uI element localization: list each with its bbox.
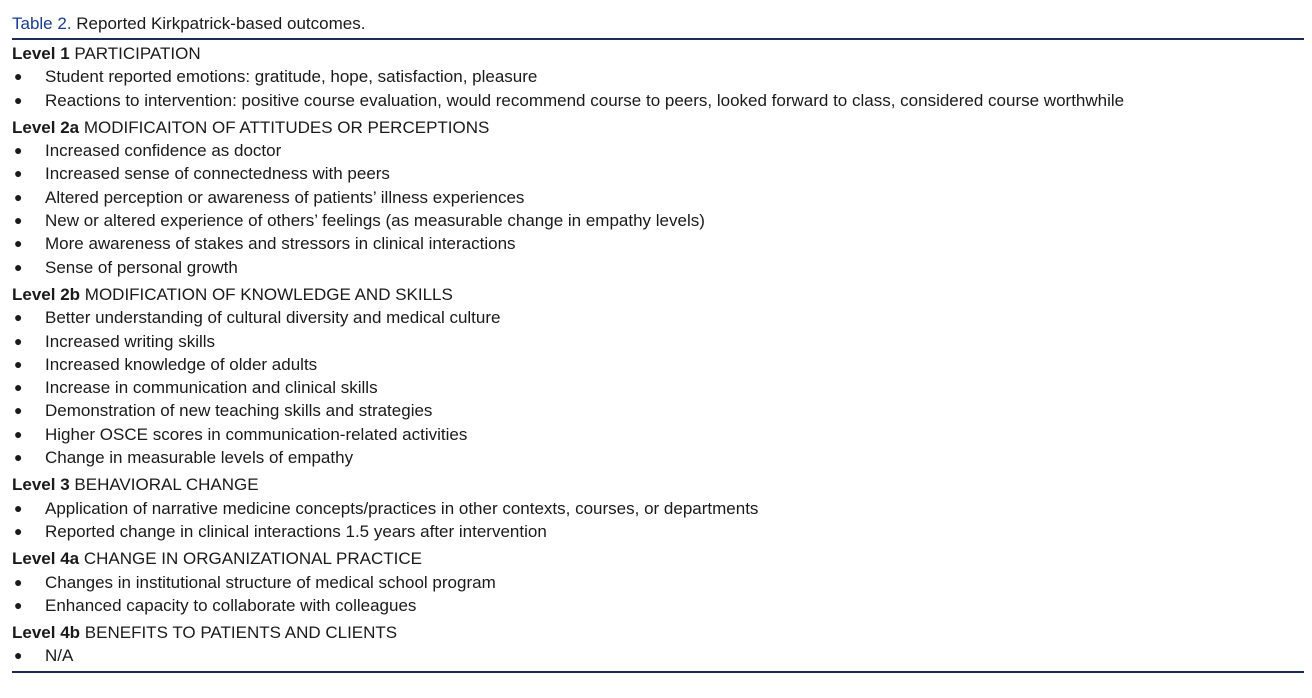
- level-id: Level 2b: [12, 284, 81, 304]
- bullet-icon: ●: [14, 309, 23, 326]
- level-title: MODIFICAITON OF ATTITUDES OR PERCEPTIONS: [83, 117, 490, 137]
- list-item-text: Student reported emotions: gratitude, hope, satisfaction, pleasure: [45, 67, 538, 87]
- level-title: BENEFITS TO PATIENTS AND CLIENTS: [84, 623, 398, 643]
- level-id: Level 4b: [12, 623, 81, 643]
- outcome-list: [12, 497, 1304, 544]
- level-id: Level 2a: [12, 117, 80, 137]
- table-caption: [12, 10, 1304, 38]
- list-item: [12, 520, 1304, 543]
- table-caption-label: Table 2.: [12, 14, 72, 33]
- bullet-icon: ●: [14, 188, 23, 205]
- level-section: [12, 40, 1304, 112]
- outcome-list: [12, 139, 1304, 279]
- bullet-icon: ●: [14, 332, 23, 349]
- level-id: Level 4a: [12, 549, 80, 569]
- bullet-icon: ●: [14, 596, 23, 613]
- list-item-text: Application of narrative medicine concepts/practices in other contexts, courses, or departments: [45, 498, 759, 518]
- list-item-text: Increase in communication and clinical skills: [45, 378, 378, 398]
- level-heading: [12, 279, 1304, 306]
- level-title: BEHAVIORAL CHANGE: [74, 475, 259, 495]
- list-item-text: Reported change in clinical interactions 1.5 years after intervention: [45, 521, 547, 541]
- list-item-text: Reactions to intervention: positive course evaluation, would recommend course to peers, looked forward to class, considered course worthwhile: [45, 90, 1125, 110]
- list-item: [12, 330, 1304, 353]
- level-section: [12, 279, 1304, 469]
- list-item-text: Demonstration of new teaching skills and strategies: [45, 401, 433, 421]
- list-item-text: Sense of personal growth: [45, 257, 238, 277]
- bullet-icon: ●: [14, 402, 23, 419]
- list-item: [12, 399, 1304, 422]
- bullet-icon: ●: [14, 379, 23, 396]
- list-item-text: Higher OSCE scores in communication-related activities: [45, 424, 468, 444]
- level-title: PARTICIPATION: [74, 44, 201, 63]
- list-item: [12, 209, 1304, 232]
- table-caption-text: Reported Kirkpatrick-based outcomes.: [76, 14, 366, 33]
- level-id: Level 3: [12, 475, 70, 495]
- outcome-list: [12, 571, 1304, 618]
- level-heading: [12, 543, 1304, 570]
- level-heading: [12, 112, 1304, 139]
- level-heading: [12, 617, 1304, 644]
- bullet-icon: ●: [14, 235, 23, 252]
- outcome-list: [12, 644, 1304, 667]
- list-item-text: More awareness of stakes and stressors in clinical interactions: [45, 234, 516, 254]
- level-section: [12, 112, 1304, 279]
- list-item-text: Increased sense of connectedness with peers: [45, 164, 390, 184]
- list-item: [12, 423, 1304, 446]
- level-title: MODIFICATION OF KNOWLEDGE AND SKILLS: [84, 284, 453, 304]
- bullet-icon: ●: [14, 499, 23, 516]
- outcome-list: [12, 65, 1304, 112]
- level-title: CHANGE IN ORGANIZATIONAL PRACTICE: [83, 549, 422, 569]
- list-item: [12, 89, 1304, 112]
- list-item: [12, 446, 1304, 469]
- level-id: Level 1: [12, 44, 70, 63]
- list-item: [12, 256, 1304, 279]
- level-heading: [12, 469, 1304, 496]
- list-item-text: Change in measurable levels of empathy: [45, 448, 354, 468]
- list-item-text: Altered perception or awareness of patients’ illness experiences: [45, 187, 525, 207]
- list-item: [12, 594, 1304, 617]
- bullet-icon: ●: [14, 355, 23, 372]
- list-item-text: Increased confidence as doctor: [45, 141, 282, 161]
- bullet-icon: ●: [14, 68, 23, 85]
- bullet-icon: ●: [14, 425, 23, 442]
- table-body: [12, 40, 1304, 668]
- bullet-icon: ●: [14, 165, 23, 182]
- list-item: [12, 306, 1304, 329]
- outcome-list: [12, 306, 1304, 469]
- list-item: [12, 376, 1304, 399]
- list-item-text: Increased knowledge of older adults: [45, 354, 318, 374]
- bullet-icon: ●: [14, 212, 23, 229]
- bullet-icon: ●: [14, 142, 23, 159]
- list-item: [12, 162, 1304, 185]
- list-item: [12, 65, 1304, 88]
- bullet-icon: ●: [14, 647, 23, 664]
- list-item-text: Changes in institutional structure of medical school program: [45, 572, 496, 592]
- list-item: [12, 571, 1304, 594]
- list-item-text: New or altered experience of others’ feelings (as measurable change in empathy levels): [45, 211, 705, 231]
- level-section: [12, 469, 1304, 543]
- list-item: [12, 139, 1304, 162]
- list-item: [12, 186, 1304, 209]
- level-section: [12, 617, 1304, 668]
- list-item: [12, 232, 1304, 255]
- list-item-text: Enhanced capacity to collaborate with colleagues: [45, 595, 417, 615]
- bullet-icon: ●: [14, 258, 23, 275]
- table-bottom-rule: [12, 671, 1304, 673]
- list-item-text: Better understanding of cultural diversity and medical culture: [45, 308, 501, 328]
- level-heading: [12, 40, 1304, 65]
- bullet-icon: ●: [14, 91, 23, 108]
- list-item-text: Increased writing skills: [45, 331, 216, 351]
- bullet-icon: ●: [14, 449, 23, 466]
- outcomes-table: [12, 10, 1304, 673]
- level-section: [12, 543, 1304, 617]
- list-item: [12, 644, 1304, 667]
- list-item: [12, 497, 1304, 520]
- list-item-text: N/A: [45, 646, 74, 666]
- bullet-icon: ●: [14, 522, 23, 539]
- list-item: [12, 353, 1304, 376]
- bullet-icon: ●: [14, 573, 23, 590]
